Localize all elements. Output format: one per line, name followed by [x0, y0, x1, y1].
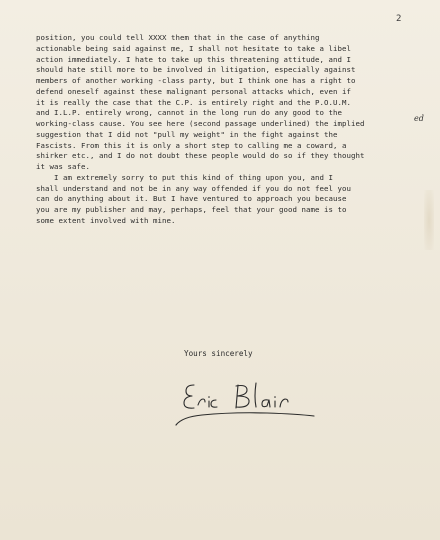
body-line: and I.L.P. entirely wrong, cannot in the long run do any good to the — [36, 108, 342, 118]
letter-body — [36, 33, 436, 227]
body-line: you are my publisher and may, perhaps, feel that your good name is to — [36, 205, 347, 214]
body-line: I am extremely sorry to put this kind of thing upon you, and I — [36, 172, 333, 182]
body-line: can do anything about it. But I have ventured to approach you because — [36, 194, 347, 204]
margin-annotation: ed — [414, 114, 424, 123]
body-line: should hate still more to be involved in litigation, especially against — [36, 65, 356, 75]
body-line: position, you could tell XXXX them that in the case of anything — [36, 33, 320, 42]
body-line: Fascists. From this it is only a short step to calling me a coward, a — [36, 140, 347, 150]
body-line: members of another working -class party, but I think one has a right to — [36, 76, 356, 85]
body-line: action immediately. I hate to take up this threatening attitude, and I — [36, 54, 351, 64]
handwritten-signature — [172, 375, 322, 435]
body-line: actionable being said against me, I shall not hesitate to take a libel — [36, 43, 351, 53]
body-line: shirker etc., and I do not doubt these people would do so if they thought — [36, 151, 365, 161]
body-line: it is really the case that the C.P. is entirely right and the P.O.U.M. — [36, 97, 351, 107]
body-line: working-class cause. You see here (second passage underlined) the implied — [36, 119, 365, 128]
body-line: defend oneself against these malignant personal attacks which, even if — [36, 86, 351, 96]
body-line: it was safe. — [36, 162, 90, 171]
closing-salutation: Yours sincerely — [184, 349, 253, 358]
page-number: 2 — [396, 14, 402, 24]
body-line: some extent involved with mine. — [36, 215, 176, 225]
body-line: shall understand and not be in any way offended if you do not feel you — [36, 183, 351, 193]
body-line: suggestion that I did not "pull my weight" in the fight against the — [36, 129, 338, 139]
